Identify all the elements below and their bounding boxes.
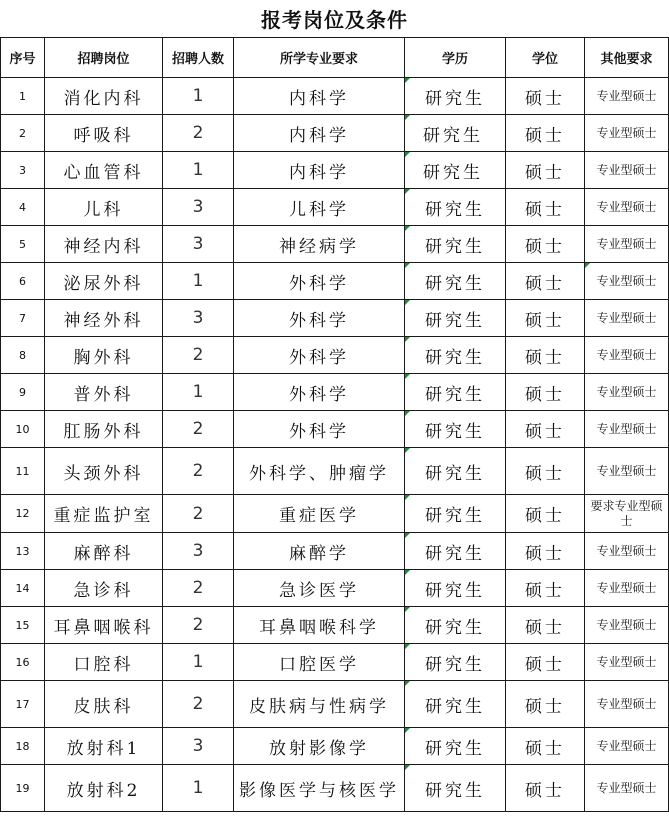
header-education: 学历 (405, 38, 506, 78)
cell-education[interactable]: 研究生 (405, 495, 506, 533)
cell-degree[interactable]: 硕士 (506, 681, 585, 728)
cell-major[interactable]: 内科学 (234, 78, 405, 115)
cell-other[interactable]: 专业型硕士 (585, 189, 669, 226)
cell-other[interactable]: 要求专业型硕士 (585, 495, 669, 533)
table-row[interactable] (1, 570, 669, 607)
cell-major[interactable]: 外科学 (234, 337, 405, 374)
cell-education[interactable]: 研究生 (405, 681, 506, 728)
cell-education[interactable]: 研究生 (405, 728, 506, 765)
table-row[interactable] (1, 263, 669, 300)
cell-count[interactable]: 2 (163, 607, 234, 644)
cell-other[interactable]: 专业型硕士 (585, 644, 669, 681)
table-row[interactable] (1, 189, 669, 226)
cell-major[interactable]: 外科学 (234, 263, 405, 300)
cell-count[interactable]: 3 (163, 300, 234, 337)
cell-degree[interactable]: 硕士 (506, 337, 585, 374)
cell-index[interactable]: 4 (1, 189, 45, 226)
table-row[interactable] (1, 337, 669, 374)
cell-count[interactable]: 2 (163, 570, 234, 607)
cell-degree[interactable]: 硕士 (506, 765, 585, 812)
header-count: 招聘人数 (163, 38, 234, 78)
cell-degree[interactable]: 硕士 (506, 300, 585, 337)
cell-education[interactable]: 研究生 (405, 570, 506, 607)
cell-count[interactable]: 1 (163, 765, 234, 812)
cell-major[interactable]: 儿科学 (234, 189, 405, 226)
cell-index[interactable]: 1 (1, 78, 45, 115)
cell-index[interactable]: 10 (1, 411, 45, 448)
table-row[interactable] (1, 300, 669, 337)
cell-count[interactable]: 3 (163, 226, 234, 263)
cell-other[interactable]: 专业型硕士 (585, 533, 669, 570)
cell-education[interactable]: 研究生 (405, 533, 506, 570)
cell-position[interactable]: 急诊科 (45, 570, 163, 607)
cell-index[interactable]: 19 (1, 765, 45, 812)
cell-education[interactable]: 研究生 (405, 644, 506, 681)
cell-degree[interactable]: 硕士 (506, 533, 585, 570)
cell-position[interactable]: 胸外科 (45, 337, 163, 374)
cell-major[interactable]: 急诊医学 (234, 570, 405, 607)
table-row[interactable] (1, 681, 669, 728)
cell-education[interactable]: 研究生 (405, 411, 506, 448)
cell-major[interactable]: 影像医学与核医学 (234, 765, 405, 812)
cell-index[interactable]: 13 (1, 533, 45, 570)
cell-major[interactable]: 外科学 (234, 300, 405, 337)
cell-index[interactable]: 17 (1, 681, 45, 728)
cell-count[interactable]: 1 (163, 644, 234, 681)
cell-index[interactable]: 11 (1, 448, 45, 495)
cell-degree[interactable]: 硕士 (506, 570, 585, 607)
cell-education[interactable]: 研究生 (405, 152, 506, 189)
cell-major[interactable]: 口腔医学 (234, 644, 405, 681)
table-row[interactable] (1, 115, 669, 152)
cell-other[interactable]: 专业型硕士 (585, 765, 669, 812)
cell-position[interactable]: 肛肠外科 (45, 411, 163, 448)
table-row[interactable] (1, 411, 669, 448)
cell-index[interactable]: 18 (1, 728, 45, 765)
cell-degree[interactable]: 硕士 (506, 448, 585, 495)
cell-other[interactable]: 专业型硕士 (585, 374, 669, 411)
cell-count[interactable]: 2 (163, 411, 234, 448)
cell-index[interactable]: 12 (1, 495, 45, 533)
cell-other[interactable]: 专业型硕士 (585, 226, 669, 263)
cell-position[interactable]: 放射科1 (45, 728, 163, 765)
cell-position[interactable]: 心血管科 (45, 152, 163, 189)
cell-index[interactable]: 8 (1, 337, 45, 374)
cell-position[interactable]: 皮肤科 (45, 681, 163, 728)
cell-education[interactable]: 研究生 (405, 607, 506, 644)
cell-other[interactable]: 专业型硕士 (585, 263, 669, 300)
cell-education[interactable]: 研究生 (405, 226, 506, 263)
cell-index[interactable]: 3 (1, 152, 45, 189)
cell-major[interactable]: 外科学 (234, 411, 405, 448)
page-title: 报考岗位及条件 (261, 8, 408, 32)
cell-count[interactable]: 1 (163, 78, 234, 115)
cell-degree[interactable]: 硕士 (506, 78, 585, 115)
cell-major[interactable]: 外科学、肿瘤学 (234, 448, 405, 495)
cell-major[interactable]: 神经病学 (234, 226, 405, 263)
table-row[interactable] (1, 152, 669, 189)
cell-index[interactable]: 2 (1, 115, 45, 152)
cell-degree[interactable]: 硕士 (506, 495, 585, 533)
cell-major[interactable]: 外科学 (234, 374, 405, 411)
cell-degree[interactable]: 硕士 (506, 728, 585, 765)
cell-major[interactable]: 内科学 (234, 115, 405, 152)
positions-table (0, 37, 669, 812)
cell-major[interactable]: 麻醉学 (234, 533, 405, 570)
cell-degree[interactable]: 硕士 (506, 189, 585, 226)
cell-position[interactable]: 神经内科 (45, 226, 163, 263)
cell-position[interactable]: 呼吸科 (45, 115, 163, 152)
cell-position[interactable]: 耳鼻咽喉科 (45, 607, 163, 644)
table-row[interactable] (1, 448, 669, 495)
cell-index[interactable]: 5 (1, 226, 45, 263)
cell-other[interactable]: 专业型硕士 (585, 607, 669, 644)
table-row[interactable] (1, 533, 669, 570)
cell-education[interactable]: 研究生 (405, 300, 506, 337)
cell-degree[interactable]: 硕士 (506, 115, 585, 152)
cell-count[interactable]: 1 (163, 152, 234, 189)
cell-position[interactable]: 口腔科 (45, 644, 163, 681)
cell-education[interactable]: 研究生 (405, 374, 506, 411)
cell-position[interactable]: 头颈外科 (45, 448, 163, 495)
cell-position[interactable]: 重症监护室 (45, 495, 163, 533)
cell-major[interactable]: 皮肤病与性病学 (234, 681, 405, 728)
cell-other[interactable]: 专业型硕士 (585, 337, 669, 374)
cell-index[interactable]: 6 (1, 263, 45, 300)
table-row[interactable] (1, 495, 669, 533)
header-degree: 学位 (506, 38, 585, 78)
cell-major[interactable]: 内科学 (234, 152, 405, 189)
cell-count[interactable]: 3 (163, 533, 234, 570)
cell-position[interactable]: 神经外科 (45, 300, 163, 337)
cell-count[interactable]: 1 (163, 374, 234, 411)
header-row (1, 38, 669, 78)
cell-index[interactable]: 15 (1, 607, 45, 644)
cell-position[interactable]: 普外科 (45, 374, 163, 411)
table-row[interactable] (1, 728, 669, 765)
cell-other[interactable]: 专业型硕士 (585, 448, 669, 495)
cell-education[interactable]: 研究生 (405, 337, 506, 374)
cell-education[interactable]: 研究生 (405, 115, 506, 152)
cell-other[interactable]: 专业型硕士 (585, 300, 669, 337)
cell-major[interactable]: 放射影像学 (234, 728, 405, 765)
cell-major[interactable]: 耳鼻咽喉科学 (234, 607, 405, 644)
cell-degree[interactable]: 硕士 (506, 411, 585, 448)
cell-education[interactable]: 研究生 (405, 448, 506, 495)
cell-index[interactable]: 14 (1, 570, 45, 607)
table-row[interactable] (1, 78, 669, 115)
cell-count[interactable]: 1 (163, 263, 234, 300)
cell-position[interactable]: 放射科2 (45, 765, 163, 812)
cell-position[interactable]: 泌尿外科 (45, 263, 163, 300)
cell-degree[interactable]: 硕士 (506, 152, 585, 189)
cell-degree[interactable]: 硕士 (506, 607, 585, 644)
cell-count[interactable]: 3 (163, 728, 234, 765)
cell-count[interactable]: 2 (163, 495, 234, 533)
cell-degree[interactable]: 硕士 (506, 644, 585, 681)
header-other: 其他要求 (585, 38, 669, 78)
cell-other[interactable]: 专业型硕士 (585, 570, 669, 607)
cell-education[interactable]: 研究生 (405, 189, 506, 226)
cell-position[interactable]: 消化内科 (45, 78, 163, 115)
cell-other[interactable]: 专业型硕士 (585, 411, 669, 448)
table-row[interactable] (1, 374, 669, 411)
cell-count[interactable]: 2 (163, 115, 234, 152)
cell-count[interactable]: 2 (163, 337, 234, 374)
cell-index[interactable]: 7 (1, 300, 45, 337)
cell-degree[interactable]: 硕士 (506, 263, 585, 300)
cell-count[interactable]: 2 (163, 681, 234, 728)
header-major: 所学专业要求 (234, 38, 405, 78)
cell-degree[interactable]: 硕士 (506, 226, 585, 263)
table-row[interactable] (1, 607, 669, 644)
cell-other[interactable]: 专业型硕士 (585, 681, 669, 728)
cell-count[interactable]: 2 (163, 448, 234, 495)
table-row[interactable] (1, 765, 669, 812)
cell-major[interactable]: 重症医学 (234, 495, 405, 533)
header-position: 招聘岗位 (45, 38, 163, 78)
cell-education[interactable]: 研究生 (405, 263, 506, 300)
cell-degree[interactable]: 硕士 (506, 374, 585, 411)
table-row[interactable] (1, 644, 669, 681)
cell-position[interactable]: 麻醉科 (45, 533, 163, 570)
cell-education[interactable]: 研究生 (405, 78, 506, 115)
cell-index[interactable]: 9 (1, 374, 45, 411)
header-index: 序号 (1, 38, 45, 78)
cell-other[interactable]: 专业型硕士 (585, 115, 669, 152)
cell-other[interactable]: 专业型硕士 (585, 152, 669, 189)
cell-count[interactable]: 3 (163, 189, 234, 226)
cell-position[interactable]: 儿科 (45, 189, 163, 226)
cell-index[interactable]: 16 (1, 644, 45, 681)
cell-education[interactable]: 研究生 (405, 765, 506, 812)
cell-other[interactable]: 专业型硕士 (585, 78, 669, 115)
table-row[interactable] (1, 226, 669, 263)
cell-other[interactable]: 专业型硕士 (585, 728, 669, 765)
